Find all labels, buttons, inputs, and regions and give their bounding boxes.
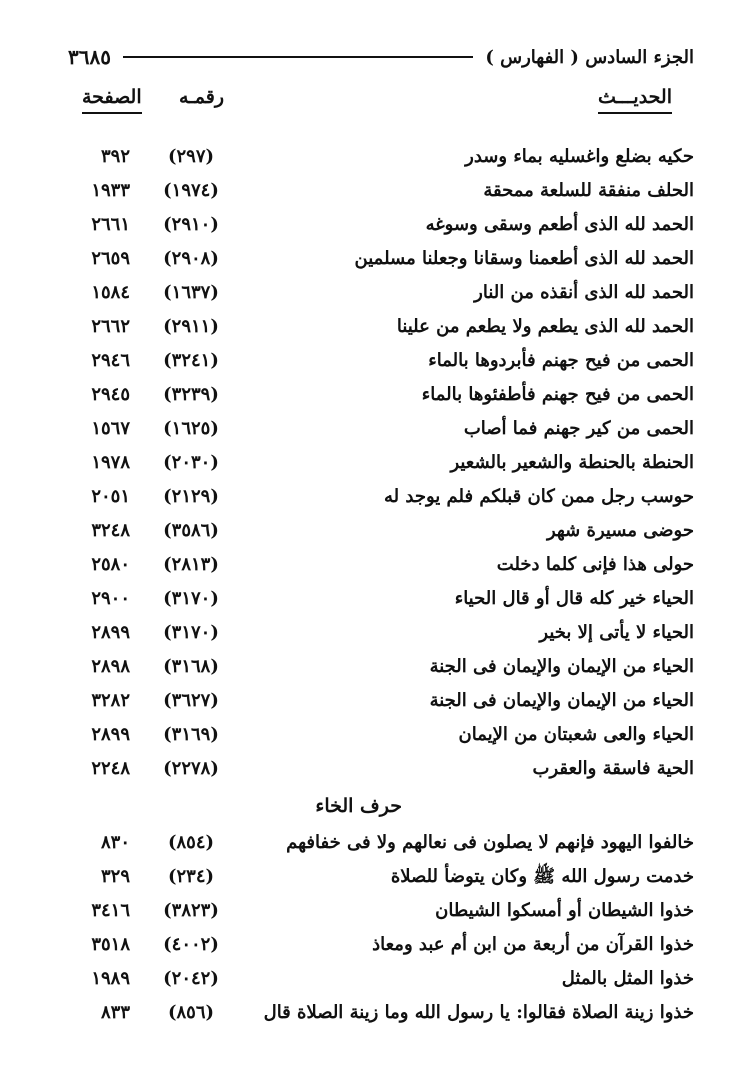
index-row xyxy=(0,480,756,514)
index-row xyxy=(0,140,756,174)
hadith-number: (٨٥٦) xyxy=(167,1002,215,1023)
page-ref: ٨٣٠ xyxy=(100,832,130,853)
column-header-hadith: الحديـــث xyxy=(598,84,672,114)
hadith-number: (٢٩١١) xyxy=(163,316,219,337)
hadith-text: الحياء والعى شعبتان من الإيمان xyxy=(458,724,694,745)
hadith-number: (٣٨٢٣) xyxy=(163,900,219,921)
page-number: ٣٦٨٥ xyxy=(68,45,111,69)
hadith-text: حكيه بضلع واغسليه بماء وسدر xyxy=(465,146,694,167)
index-row xyxy=(0,208,756,242)
section-ha-entries xyxy=(0,140,756,786)
index-row xyxy=(0,514,756,548)
index-row xyxy=(0,446,756,480)
page-ref: ٢٩٠٠ xyxy=(91,588,130,609)
index-row xyxy=(0,548,756,582)
hadith-text: حوضى مسيرة شهر xyxy=(546,520,694,541)
hadith-text: الحياء لا يأتى إلا بخير xyxy=(539,622,694,643)
index-row xyxy=(0,378,756,412)
index-row xyxy=(0,616,756,650)
column-header-page: الصفحة xyxy=(82,84,142,114)
section-heading xyxy=(0,786,756,826)
hadith-number: (٣٢٣٩) xyxy=(163,384,219,405)
page-ref: ٢٦٦٢ xyxy=(91,316,130,337)
page-ref: ٢٩٤٥ xyxy=(91,384,130,405)
hadith-text: الحمى من كير جهنم فما أصاب xyxy=(463,418,694,439)
hadith-number: (١٦٣٧) xyxy=(163,282,219,303)
hadith-text: الحياء من الإيمان والإيمان فى الجنة xyxy=(429,656,694,677)
hadith-number: (٢٢٧٨) xyxy=(163,758,219,779)
hadith-text: الحنطة بالحنطة والشعير بالشعير xyxy=(450,452,694,473)
hadith-text: الحياء من الإيمان والإيمان فى الجنة xyxy=(429,690,694,711)
hadith-number: (١٩٧٤) xyxy=(163,180,219,201)
index-row xyxy=(0,650,756,684)
running-header xyxy=(68,40,694,74)
index-row xyxy=(0,242,756,276)
hadith-number: (٢٩١٠) xyxy=(163,214,219,235)
page-ref: ٨٣٣ xyxy=(100,1002,130,1023)
hadith-text: الحياء خير كله قال أو قال الحياء xyxy=(454,588,694,609)
running-title: الجزء السادس ( الفهارس ) xyxy=(485,46,694,68)
hadith-text: خذوا زينة الصلاة فقالوا: يا رسول الله وما زينة الصلاة قال xyxy=(263,1002,694,1023)
index-row xyxy=(0,826,756,860)
page-ref: ٣٥١٨ xyxy=(91,934,130,955)
index-row xyxy=(0,684,756,718)
page-ref: ١٩٨٩ xyxy=(91,968,130,989)
index-row xyxy=(0,412,756,446)
index-row xyxy=(0,344,756,378)
hadith-number: (٣١٦٩) xyxy=(163,724,219,745)
index-row xyxy=(0,582,756,616)
hadith-number: (٢٠٣٠) xyxy=(163,452,219,473)
hadith-text: خذوا الشيطان أو أمسكوا الشيطان xyxy=(435,900,694,921)
hadith-text: حولى هذا فإنى كلما دخلت xyxy=(496,554,694,575)
header-rule xyxy=(123,56,473,58)
index-row xyxy=(0,996,756,1030)
index-row xyxy=(0,860,756,894)
hadith-text: الحمد لله الذى يطعم ولا يطعم من علينا xyxy=(396,316,694,337)
hadith-text: خالفوا اليهود فإنهم لا يصلون فى نعالهم ولا فى خفافهم xyxy=(286,832,694,853)
index-row xyxy=(0,962,756,996)
hadith-number: (٢٩٧) xyxy=(167,146,215,167)
page-ref: ٢٢٤٨ xyxy=(91,758,130,779)
page-ref: ٣٩٢ xyxy=(100,146,130,167)
column-headers xyxy=(68,84,694,116)
page-ref: ٢٨٩٨ xyxy=(91,656,130,677)
hadith-number: (٣٢٤١) xyxy=(163,350,219,371)
hadith-text: الحمد لله الذى أطعم وسقى وسوغه xyxy=(425,214,694,235)
hadith-text: الحمد لله الذى أطعمنا وسقانا وجعلنا مسلمين xyxy=(354,248,694,269)
page-ref: ١٩٧٨ xyxy=(91,452,130,473)
hadith-number: (١٦٢٥) xyxy=(163,418,219,439)
page-ref: ٣٢٤٨ xyxy=(91,520,130,541)
index-row xyxy=(0,174,756,208)
hadith-text: حوسب رجل ممن كان قبلكم فلم يوجد له xyxy=(384,486,694,507)
index-row xyxy=(0,928,756,962)
hadith-number: (٢٣٤) xyxy=(167,866,215,887)
page-ref: ٢٩٤٦ xyxy=(91,350,130,371)
hadith-text: الحلف منفقة للسلعة ممحقة xyxy=(483,180,694,201)
hadith-number: (٣٥٨٦) xyxy=(163,520,219,541)
hadith-number: (٣١٧٠) xyxy=(163,622,219,643)
page-ref: ٢٨٩٩ xyxy=(91,622,130,643)
page-ref: ١٥٨٤ xyxy=(91,282,130,303)
hadith-number: (٣١٦٨) xyxy=(163,656,219,677)
hadith-text: خدمت رسول الله ﷺ وكان يتوضأ للصلاة xyxy=(390,866,694,887)
index-row xyxy=(0,718,756,752)
hadith-number: (٢٩٠٨) xyxy=(163,248,219,269)
hadith-number: (٢٨١٣) xyxy=(163,554,219,575)
section-heading-text: حرف الخاء xyxy=(315,795,402,817)
hadith-number: (٨٥٤) xyxy=(167,832,215,853)
page-ref: ٣٢٨٢ xyxy=(91,690,130,711)
page-ref: ١٥٦٧ xyxy=(91,418,130,439)
hadith-text: الحمى من فيح جهنم فأبردوها بالماء xyxy=(428,350,694,371)
hadith-text: الحمد لله الذى أنقذه من النار xyxy=(474,282,694,303)
hadith-number: (٢١٢٩) xyxy=(163,486,219,507)
hadith-number: (٣٦٢٧) xyxy=(163,690,219,711)
index-row xyxy=(0,310,756,344)
hadith-text: خذوا القرآن من أربعة من ابن أم عبد ومعاذ xyxy=(372,934,694,955)
page-ref: ٢٦٥٩ xyxy=(91,248,130,269)
page-ref: ٢٨٩٩ xyxy=(91,724,130,745)
hadith-number: (٤٠٠٢) xyxy=(163,934,219,955)
index-row xyxy=(0,752,756,786)
section-kha-entries xyxy=(0,826,756,1030)
page-ref: ٢٠٥١ xyxy=(91,486,130,507)
page-ref: ٣٤١٦ xyxy=(91,900,130,921)
index-row xyxy=(0,276,756,310)
index-entries xyxy=(0,140,756,1030)
index-row xyxy=(0,894,756,928)
hadith-text: خذوا المثل بالمثل xyxy=(561,968,694,989)
hadith-number: (٢٠٤٢) xyxy=(163,968,219,989)
page-ref: ١٩٣٣ xyxy=(91,180,130,201)
page-ref: ٢٥٨٠ xyxy=(91,554,130,575)
hadith-number: (٣١٧٠) xyxy=(163,588,219,609)
hadith-text: الحمى من فيح جهنم فأطفئوها بالماء xyxy=(421,384,694,405)
hadith-text: الحية فاسقة والعقرب xyxy=(532,758,694,779)
page-ref: ٢٦٦١ xyxy=(91,214,130,235)
column-header-number: رقمـه xyxy=(179,86,224,108)
page-ref: ٣٢٩ xyxy=(100,866,130,887)
